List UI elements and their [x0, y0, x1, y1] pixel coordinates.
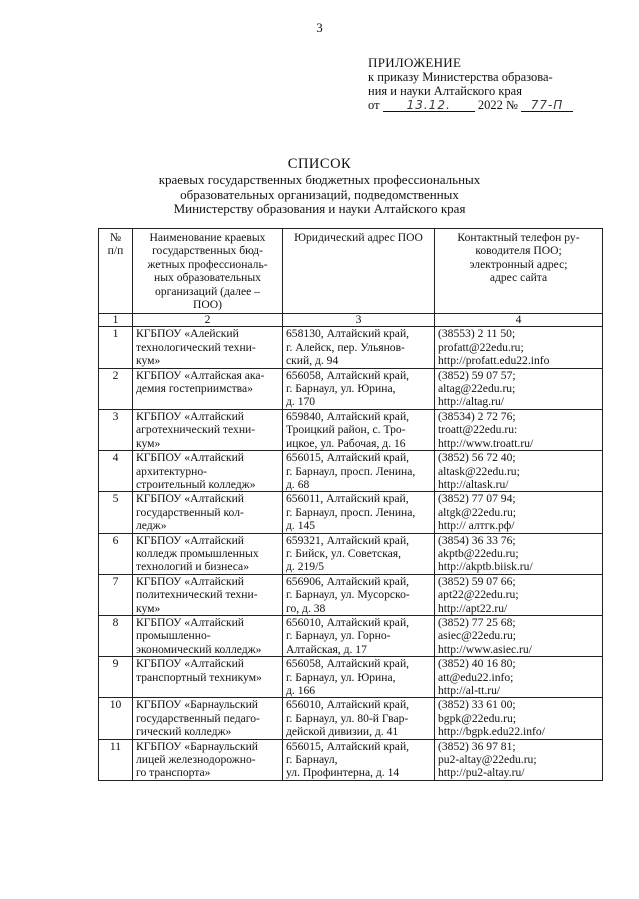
- table-index-row: [99, 314, 603, 327]
- table-row: [99, 409, 603, 450]
- row-number: 4: [99, 451, 133, 492]
- org-name: КГБПОУ «Алтайский колледж промышленных технологий и бизнеса»: [133, 533, 283, 574]
- appendix-line-2: ния и науки Алтайского края: [368, 84, 522, 98]
- table-row: [99, 574, 603, 615]
- org-name: КГБПОУ «Алтайская ака- демия гостеприимства»: [133, 368, 283, 409]
- org-contacts: (3852) 77 25 68; asiec@22edu.ru; http://www.asiec.ru/: [435, 615, 603, 656]
- org-contacts: (3852) 33 61 00; bgpk@22edu.ru; http://bgpk.edu22.info/: [435, 698, 603, 739]
- table-row: [99, 615, 603, 656]
- org-address: 656015, Алтайский край, г. Барнаул, просп. Ленина, д. 68: [283, 451, 435, 492]
- table-row: [99, 533, 603, 574]
- row-number: 1: [99, 327, 133, 368]
- org-contacts: (3854) 36 33 76; akptb@22edu.ru; http://akptb.biisk.ru/: [435, 533, 603, 574]
- org-contacts: (3852) 59 07 57; altag@22edu.ru; http://altag.ru/: [435, 368, 603, 409]
- index-cell: 3: [283, 314, 435, 327]
- organizations-table: [98, 228, 603, 781]
- org-address: 656010, Алтайский край, г. Барнаул, ул. 80-й Гвар- дейской дивизии, д. 41: [283, 698, 435, 739]
- org-contacts: (3852) 40 16 80; att@edu22.info; http://al-tt.ru/: [435, 657, 603, 698]
- handwritten-date: 13.12.: [383, 98, 475, 112]
- org-contacts: (3852) 77 07 94; altgk@22edu.ru; http:// алтгк.рф/: [435, 492, 603, 533]
- table-row: [99, 492, 603, 533]
- heading-line-2: образовательных организаций, подведомственных: [180, 186, 459, 202]
- appendix-year-text: 2022 №: [477, 98, 518, 112]
- org-contacts: (38553) 2 11 50; profatt@22edu.ru; http://profatt.edu22.info: [435, 327, 603, 368]
- row-number: 6: [99, 533, 133, 574]
- table-row: [99, 327, 603, 368]
- heading-line-1: краевых государственных бюджетных профессиональных: [158, 172, 481, 187]
- org-address: 656058, Алтайский край, г. Барнаул, ул. Юрина, д. 166: [283, 657, 435, 698]
- table-header-row: [99, 229, 603, 314]
- row-number: 3: [99, 409, 133, 450]
- appendix-date-line: [368, 98, 630, 112]
- org-address: 658130, Алтайский край, г. Алейск, пер. Ульянов- ский, д. 94: [283, 327, 435, 368]
- appendix-block: [368, 56, 630, 112]
- table-row: [99, 657, 603, 698]
- org-contacts: (3852) 59 07 66; apt22@22edu.ru; http://apt22.ru/: [435, 574, 603, 615]
- heading-line-3: Министерству образования и науки Алтайского края: [173, 201, 466, 216]
- org-address: 656011, Алтайский край, г. Барнаул, просп. Ленина, д. 145: [283, 492, 435, 533]
- org-contacts: (38534) 2 72 76; troatt@22edu.ru: http://www.troatt.ru/: [435, 409, 603, 450]
- org-name: КГБПОУ «Барнаульский лицей железнодорожно- го транспорта»: [133, 739, 283, 780]
- heading-title: СПИСОК: [287, 156, 352, 172]
- org-name: КГБПОУ «Алтайский агротехнический техни- кум»: [133, 409, 283, 450]
- row-number: 11: [99, 739, 133, 780]
- row-number: 8: [99, 615, 133, 656]
- org-address: 656058, Алтайский край, г. Барнаул, ул. Юрина, д. 170: [283, 368, 435, 409]
- header-address: Юридический адрес ПОО: [283, 229, 435, 314]
- table-row: [99, 739, 603, 780]
- table-row: [99, 698, 603, 739]
- org-name: КГБПОУ «Алтайский архитектурно- строительный колледж»: [133, 451, 283, 492]
- index-cell: 4: [435, 314, 603, 327]
- org-address: 656906, Алтайский край, г. Барнаул, ул. Мусорско- го, д. 38: [283, 574, 435, 615]
- org-name: КГБПОУ «Алтайский транспортный техникум»: [133, 657, 283, 698]
- org-name: КГБПОУ «Алтайский государственный кол- ледж»: [133, 492, 283, 533]
- org-name: КГБПОУ «Алейский технологический техни- кум»: [133, 327, 283, 368]
- org-name: КГБПОУ «Барнаульский государственный педаго- гический колледж»: [133, 698, 283, 739]
- org-name: КГБПОУ «Алтайский политехнический техни- кум»: [133, 574, 283, 615]
- row-number: 5: [99, 492, 133, 533]
- handwritten-order-number: 77-П: [521, 98, 573, 112]
- header-number: № п/п: [99, 229, 133, 314]
- page-number: 3: [316, 20, 323, 35]
- org-address: 656015, Алтайский край, г. Барнаул, ул. Профинтерна, д. 14: [283, 739, 435, 780]
- index-cell: 2: [133, 314, 283, 327]
- org-contacts: (3852) 56 72 40; altask@22edu.ru; http://altask.ru/: [435, 451, 603, 492]
- header-name: Наименование краевых государственных бюд- жетных профессиональ- ных образовательных организаций (далее – ПОО): [133, 229, 283, 314]
- row-number: 7: [99, 574, 133, 615]
- document-heading: [0, 156, 639, 217]
- appendix-from-label: от: [368, 98, 380, 112]
- appendix-line-1: к приказу Министерства образова-: [368, 70, 553, 84]
- org-address: 656010, Алтайский край, г. Барнаул, ул. Горно- Алтайская, д. 17: [283, 615, 435, 656]
- row-number: 9: [99, 657, 133, 698]
- header-contacts: Контактный телефон ру- ководителя ПОО; электронный адрес; адрес сайта: [435, 229, 603, 314]
- index-cell: 1: [99, 314, 133, 327]
- org-contacts: (3852) 36 97 81; pu2-altay@22edu.ru; http://pu2-altay.ru/: [435, 739, 603, 780]
- row-number: 2: [99, 368, 133, 409]
- org-name: КГБПОУ «Алтайский промышленно- экономический колледж»: [133, 615, 283, 656]
- table-row: [99, 368, 603, 409]
- table-row: [99, 451, 603, 492]
- appendix-title: ПРИЛОЖЕНИЕ: [368, 55, 462, 70]
- org-address: 659321, Алтайский край, г. Бийск, ул. Советская, д. 219/5: [283, 533, 435, 574]
- org-address: 659840, Алтайский край, Троицкий район, с. Тро- ицкое, ул. Рабочая, д. 16: [283, 409, 435, 450]
- row-number: 10: [99, 698, 133, 739]
